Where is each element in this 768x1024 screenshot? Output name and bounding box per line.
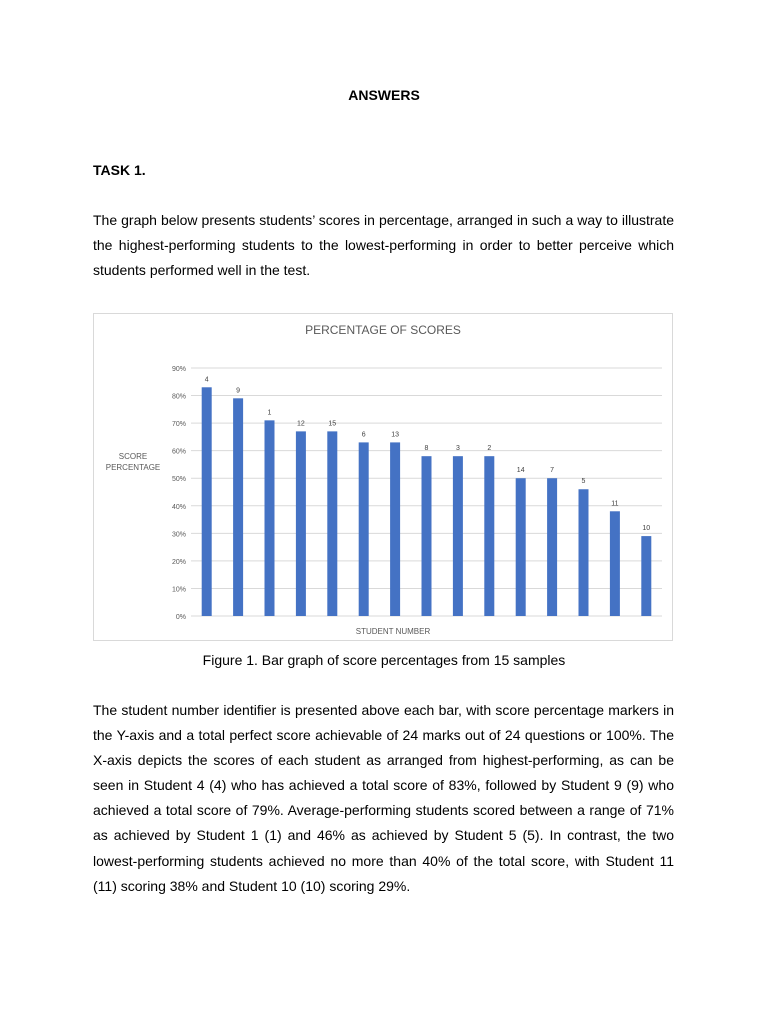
bar-data-label: 9	[236, 387, 241, 395]
x-axis-label: STUDENT NUMBER	[355, 627, 431, 636]
bar	[390, 442, 400, 616]
y-tick-label: 30%	[171, 531, 186, 539]
y-axis-label: PERCENTAGE	[105, 463, 161, 472]
intro-paragraph: The graph below presents students’ scores in percentage, arranged in such a way to illustrate the highest-performing students to the lowest-performing in order to better perceive which students performed well in the test.	[93, 212, 674, 279]
y-axis-label: SCORE	[118, 452, 148, 461]
bar-data-label: 11	[611, 500, 619, 508]
page-heading: ANSWERS	[348, 87, 420, 103]
chart-title: PERCENTAGE OF SCORES	[305, 323, 461, 337]
y-tick-label: 80%	[171, 393, 186, 401]
bar	[359, 442, 369, 616]
y-tick-label: 40%	[171, 503, 186, 511]
bar-data-label: 14	[516, 467, 525, 475]
explanation-paragraph: The student number identifier is presented above each bar, with score percentage markers in the Y-axis and a total perfect score achievable of 24 marks out of 24 questions or 100%. The X-axis depicts the scores of each student as arranged from highest-performing, as can be seen in Student 4 (4) who has achieved a total score of 83%, followed by Student 9 (9) who achieved a total score of 79%. Average-performing students scored between a range of 71% as achieved by Student 1 (1) and 46% as achieved by Student 5 (5). In contrast, the two lowest-performing students achieved no more than 40% of the total score, with Student 11 (11) scoring 38% and Student 10 (10) scoring 29%.	[93, 702, 674, 894]
bar-data-label: 15	[328, 420, 337, 428]
bar	[516, 478, 526, 616]
bar	[547, 478, 557, 616]
task-label: TASK 1.	[93, 162, 146, 178]
bar-data-label: 3	[455, 445, 460, 453]
y-tick-label: 90%	[171, 366, 186, 373]
bar	[202, 387, 212, 616]
bar-data-label: 1	[267, 409, 272, 417]
y-tick-label: 50%	[171, 476, 186, 484]
y-tick-label: 10%	[171, 586, 186, 594]
y-tick-label: 60%	[171, 448, 186, 456]
bar	[296, 431, 306, 616]
bar	[610, 511, 620, 616]
y-tick-label: 0%	[175, 614, 186, 621]
bar	[233, 398, 243, 616]
bar	[422, 456, 432, 616]
y-tick-label: 70%	[171, 421, 186, 429]
bar-chart-figure	[93, 313, 673, 641]
bar-data-label: 13	[391, 431, 399, 439]
bar-data-label: 4	[204, 376, 209, 384]
bar-data-label: 10	[642, 525, 651, 533]
figure-caption: Figure 1. Bar graph of score percentages from 15 samples	[202, 652, 566, 668]
bar-data-label: 8	[424, 445, 429, 453]
bar-data-label: 7	[550, 467, 555, 475]
bar	[484, 456, 494, 616]
bar	[453, 456, 463, 616]
bar-chart	[94, 314, 672, 640]
bar	[641, 536, 651, 616]
bar	[265, 420, 275, 616]
bar-data-label: 12	[297, 420, 305, 428]
bar-data-label: 5	[581, 478, 586, 486]
y-tick-label: 20%	[171, 558, 186, 566]
bar	[579, 489, 589, 616]
bar-data-label: 6	[361, 431, 366, 439]
bar-data-label: 2	[487, 445, 492, 453]
bar	[327, 431, 337, 616]
